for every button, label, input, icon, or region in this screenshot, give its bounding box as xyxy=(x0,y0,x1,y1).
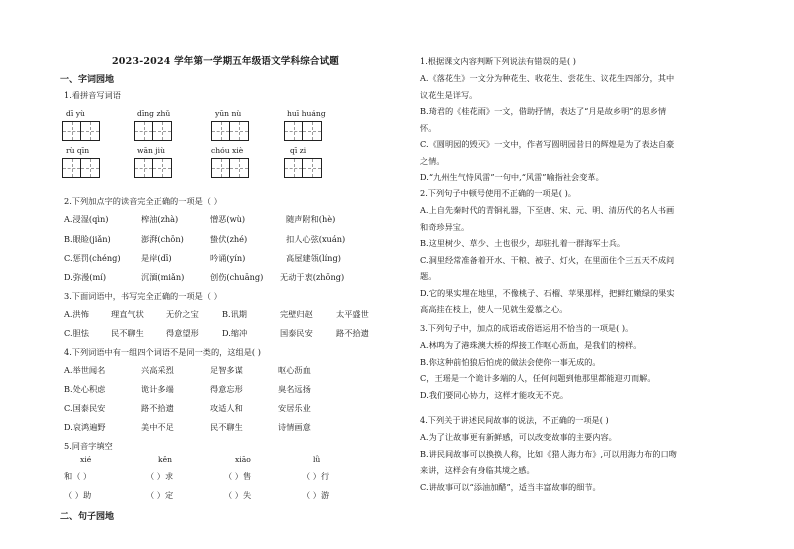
option-line: 怀。 xyxy=(420,122,437,133)
option-line: A.林鸣为了港珠澳大桥的焊接工作呕心沥血，是我们的榜样。 xyxy=(420,340,642,350)
option-line: D.我们要同心协力，这样才能攻无不克。 xyxy=(420,389,569,400)
option-word: B.讯期 xyxy=(222,309,247,319)
q2-prompt: 2.下列加点字的读音完全正确的一项是（ ） xyxy=(64,196,222,206)
fill-blank[interactable]: （ ）求 xyxy=(146,471,174,481)
option-d: D.弥漫(mí) xyxy=(64,272,107,282)
option-word: 足智多谋 xyxy=(210,365,243,375)
option-c: C.国泰民安 xyxy=(64,403,106,413)
option-c: C.惩罚(chéng) xyxy=(64,253,121,263)
fill-blank[interactable]: （ ）助 xyxy=(64,490,92,500)
writing-grid[interactable] xyxy=(211,121,249,141)
option-line: B.你这种前怕狼后怕虎的做法会使你一事无成的。 xyxy=(420,356,601,367)
r-q3-prompt: 3.下列句子中，加点的成语或俗语运用不恰当的一项是( )。 xyxy=(420,323,634,333)
option-word: 兴高采烈 xyxy=(141,365,174,375)
option-word: 路不拾遗 xyxy=(336,328,369,338)
fill-blank[interactable]: （ ）失 xyxy=(224,490,252,500)
option-d: D.哀鸿遍野 xyxy=(64,422,106,432)
option-word: 扣人心弦(xuán) xyxy=(286,234,346,244)
option-line: 议花生是详写。 xyxy=(420,89,478,100)
option-word: 民不聊生 xyxy=(111,328,144,338)
option-line: C.洞里经常准备着开水、干粮、被子、灯火，在里面住个三五天不成问 xyxy=(420,254,675,265)
option-word: 无动于衷(zhōng) xyxy=(280,272,345,282)
fill-blank[interactable]: （ ）售 xyxy=(224,471,252,481)
option-word: 诗情画意 xyxy=(278,422,311,432)
writing-grid[interactable] xyxy=(134,121,172,141)
pinyin: lǜ xyxy=(313,455,321,464)
r-q1-prompt: 1.根据课文内容判断下列说法有错误的是( ) xyxy=(420,56,576,66)
option-line: A.上自先秦时代的青铜礼器，下至唐、宋、元、明、清历代的名人书画 xyxy=(420,205,675,215)
q4-prompt: 4.下列词语中有一组四个词语不是同一类的，这组是( ) xyxy=(64,347,261,357)
option-word: 理直气状 xyxy=(111,309,144,319)
r-q2-options xyxy=(420,202,775,318)
fill-blank[interactable]: 和（ ） xyxy=(64,471,92,481)
writing-grid[interactable] xyxy=(284,121,322,141)
option-word: 太平盛世 xyxy=(336,309,369,319)
option-line: 之情。 xyxy=(420,155,445,166)
option-word: 澎湃(chōn) xyxy=(141,234,184,244)
option-word: 路不拾遗 xyxy=(141,403,174,413)
option-word: 随声附和(hè) xyxy=(286,214,336,224)
writing-grid[interactable] xyxy=(134,158,172,178)
option-word: 民不聊生 xyxy=(210,422,243,432)
option-line: B.这里树少、草少、土也很少，却驻扎着一群海军士兵。 xyxy=(420,238,626,248)
q3-prompt: 3.下面词语中，书写完全正确的一项是（ ） xyxy=(64,291,222,301)
option-word: 国泰民安 xyxy=(280,328,313,338)
option-line: C.讲故事可以“添油加醋”，适当丰富故事的细节。 xyxy=(420,481,601,492)
option-line: B.琦君的《桂花雨》一文，借助抒情，表达了“月是故乡明”的思乡情 xyxy=(420,106,667,116)
writing-grid[interactable] xyxy=(284,158,322,178)
option-word: 高屋建瓴(líng) xyxy=(286,253,341,263)
option-word: 榨油(zhà) xyxy=(141,214,179,224)
r-q4-options xyxy=(420,429,775,495)
pinyin: xié xyxy=(80,455,92,464)
r-q2-prompt: 2.下列句子中顿号使用不正确的一项是( )。 xyxy=(420,188,576,198)
option-line: 来讲，这样会有身临其境之感。 xyxy=(420,465,535,475)
option-word: 吟诵(yín) xyxy=(210,253,246,263)
option-word: D.缩冲 xyxy=(222,328,248,338)
pinyin: huī huáng xyxy=(287,109,326,118)
option-b: B.处心积虑 xyxy=(64,384,106,394)
option-word: 攻适人和 xyxy=(210,403,243,413)
pinyin: qī zi xyxy=(290,146,307,155)
r-q4-prompt: 4.下列关于讲述民间故事的说法，不正确的一项是( ) xyxy=(420,415,609,425)
pinyin: dī yù xyxy=(66,109,85,118)
fill-blank[interactable]: （ ）行 xyxy=(302,471,330,481)
option-line: 题。 xyxy=(420,271,437,281)
option-line: C.《圆明园的毁灭》一文中，作者写圆明园昔日的辉煌是为了表达自豪 xyxy=(420,139,675,149)
option-word: 创伤(chuāng) xyxy=(210,272,264,282)
section-2-heading: 二、句子园地 xyxy=(60,512,115,522)
option-line: 高高挂在枝上，使人一见就生爱慕之心。 xyxy=(420,304,568,314)
option-word: 诡计多端 xyxy=(141,384,174,394)
section-1-heading: 一、字词园地 xyxy=(60,75,115,85)
option-line: B.讲民间故事可以换换人称，比如《猎人海力布》,可以用海力布的口吻 xyxy=(420,448,677,459)
option-line: D.“九州生气恃风雷”一句中,“风雷”喻指社会变革。 xyxy=(420,172,604,182)
exam-title: 2023-2024 学年第一学期五年级语文学科综合试题 xyxy=(111,56,340,67)
option-line: A.《落花生》一文分为种花生、收花生、尝花生、议花生四部分，其中 xyxy=(420,73,675,83)
pinyin: rù qīn xyxy=(66,146,90,155)
fill-blank[interactable]: （ ）游 xyxy=(302,490,330,500)
writing-grid[interactable] xyxy=(62,121,100,141)
option-word: C.胆怯 xyxy=(64,328,89,338)
option-word: 美中不足 xyxy=(141,422,174,432)
option-a: A.浸湿(qìn) xyxy=(64,214,109,224)
option-line: 和奇珍异宝。 xyxy=(420,221,470,232)
option-word: 是岸(dī) xyxy=(141,253,172,263)
option-word: 无价之宝 xyxy=(166,309,199,319)
pinyin: dīng zhǔ xyxy=(137,109,171,118)
option-b: B.眼睑(jiǎn) xyxy=(64,234,111,244)
q1-prompt: 1.看拼音写词语 xyxy=(64,90,121,100)
pinyin: wān jiù xyxy=(137,146,166,155)
option-word: 沉湎(miǎn) xyxy=(141,272,185,282)
fill-blank[interactable]: （ ）定 xyxy=(146,490,174,500)
r-q3-options xyxy=(420,337,775,403)
option-word: 憎恶(wù) xyxy=(210,214,246,224)
pinyin: chóu xiè xyxy=(211,146,244,155)
r-q1-options xyxy=(420,70,775,186)
pinyin: yūn nù xyxy=(215,109,242,118)
option-line: C，王瑶是一个诡计多端的人，任何问题到他那里都能迎刃而解。 xyxy=(420,373,656,383)
option-word: 得意望形 xyxy=(166,328,199,338)
pinyin: xiāo xyxy=(235,455,251,464)
option-word: 蛰伏(zhé) xyxy=(210,234,248,244)
option-word: A.洪怖 xyxy=(64,309,89,319)
writing-grid[interactable] xyxy=(62,158,100,178)
q5-prompt: 5.同音字填空 xyxy=(64,441,113,451)
option-line: A.为了让故事更有新鲜感，可以改变故事的主要内容。 xyxy=(420,432,617,442)
writing-grid[interactable] xyxy=(211,158,249,178)
option-word: 安居乐业 xyxy=(278,403,311,413)
option-word: 完壁归赵 xyxy=(280,309,313,319)
option-word: 臭名远扬 xyxy=(278,384,311,394)
option-a: A.举世闻名 xyxy=(64,365,106,375)
option-word: 得意忘形 xyxy=(210,384,243,394)
pinyin: kěn xyxy=(158,455,172,464)
option-line: D.它的果实埋在地里，不像桃子、石榴、苹果那样，把鲜红嫩绿的果实 xyxy=(420,287,675,298)
option-word: 呕心沥血 xyxy=(278,365,311,375)
